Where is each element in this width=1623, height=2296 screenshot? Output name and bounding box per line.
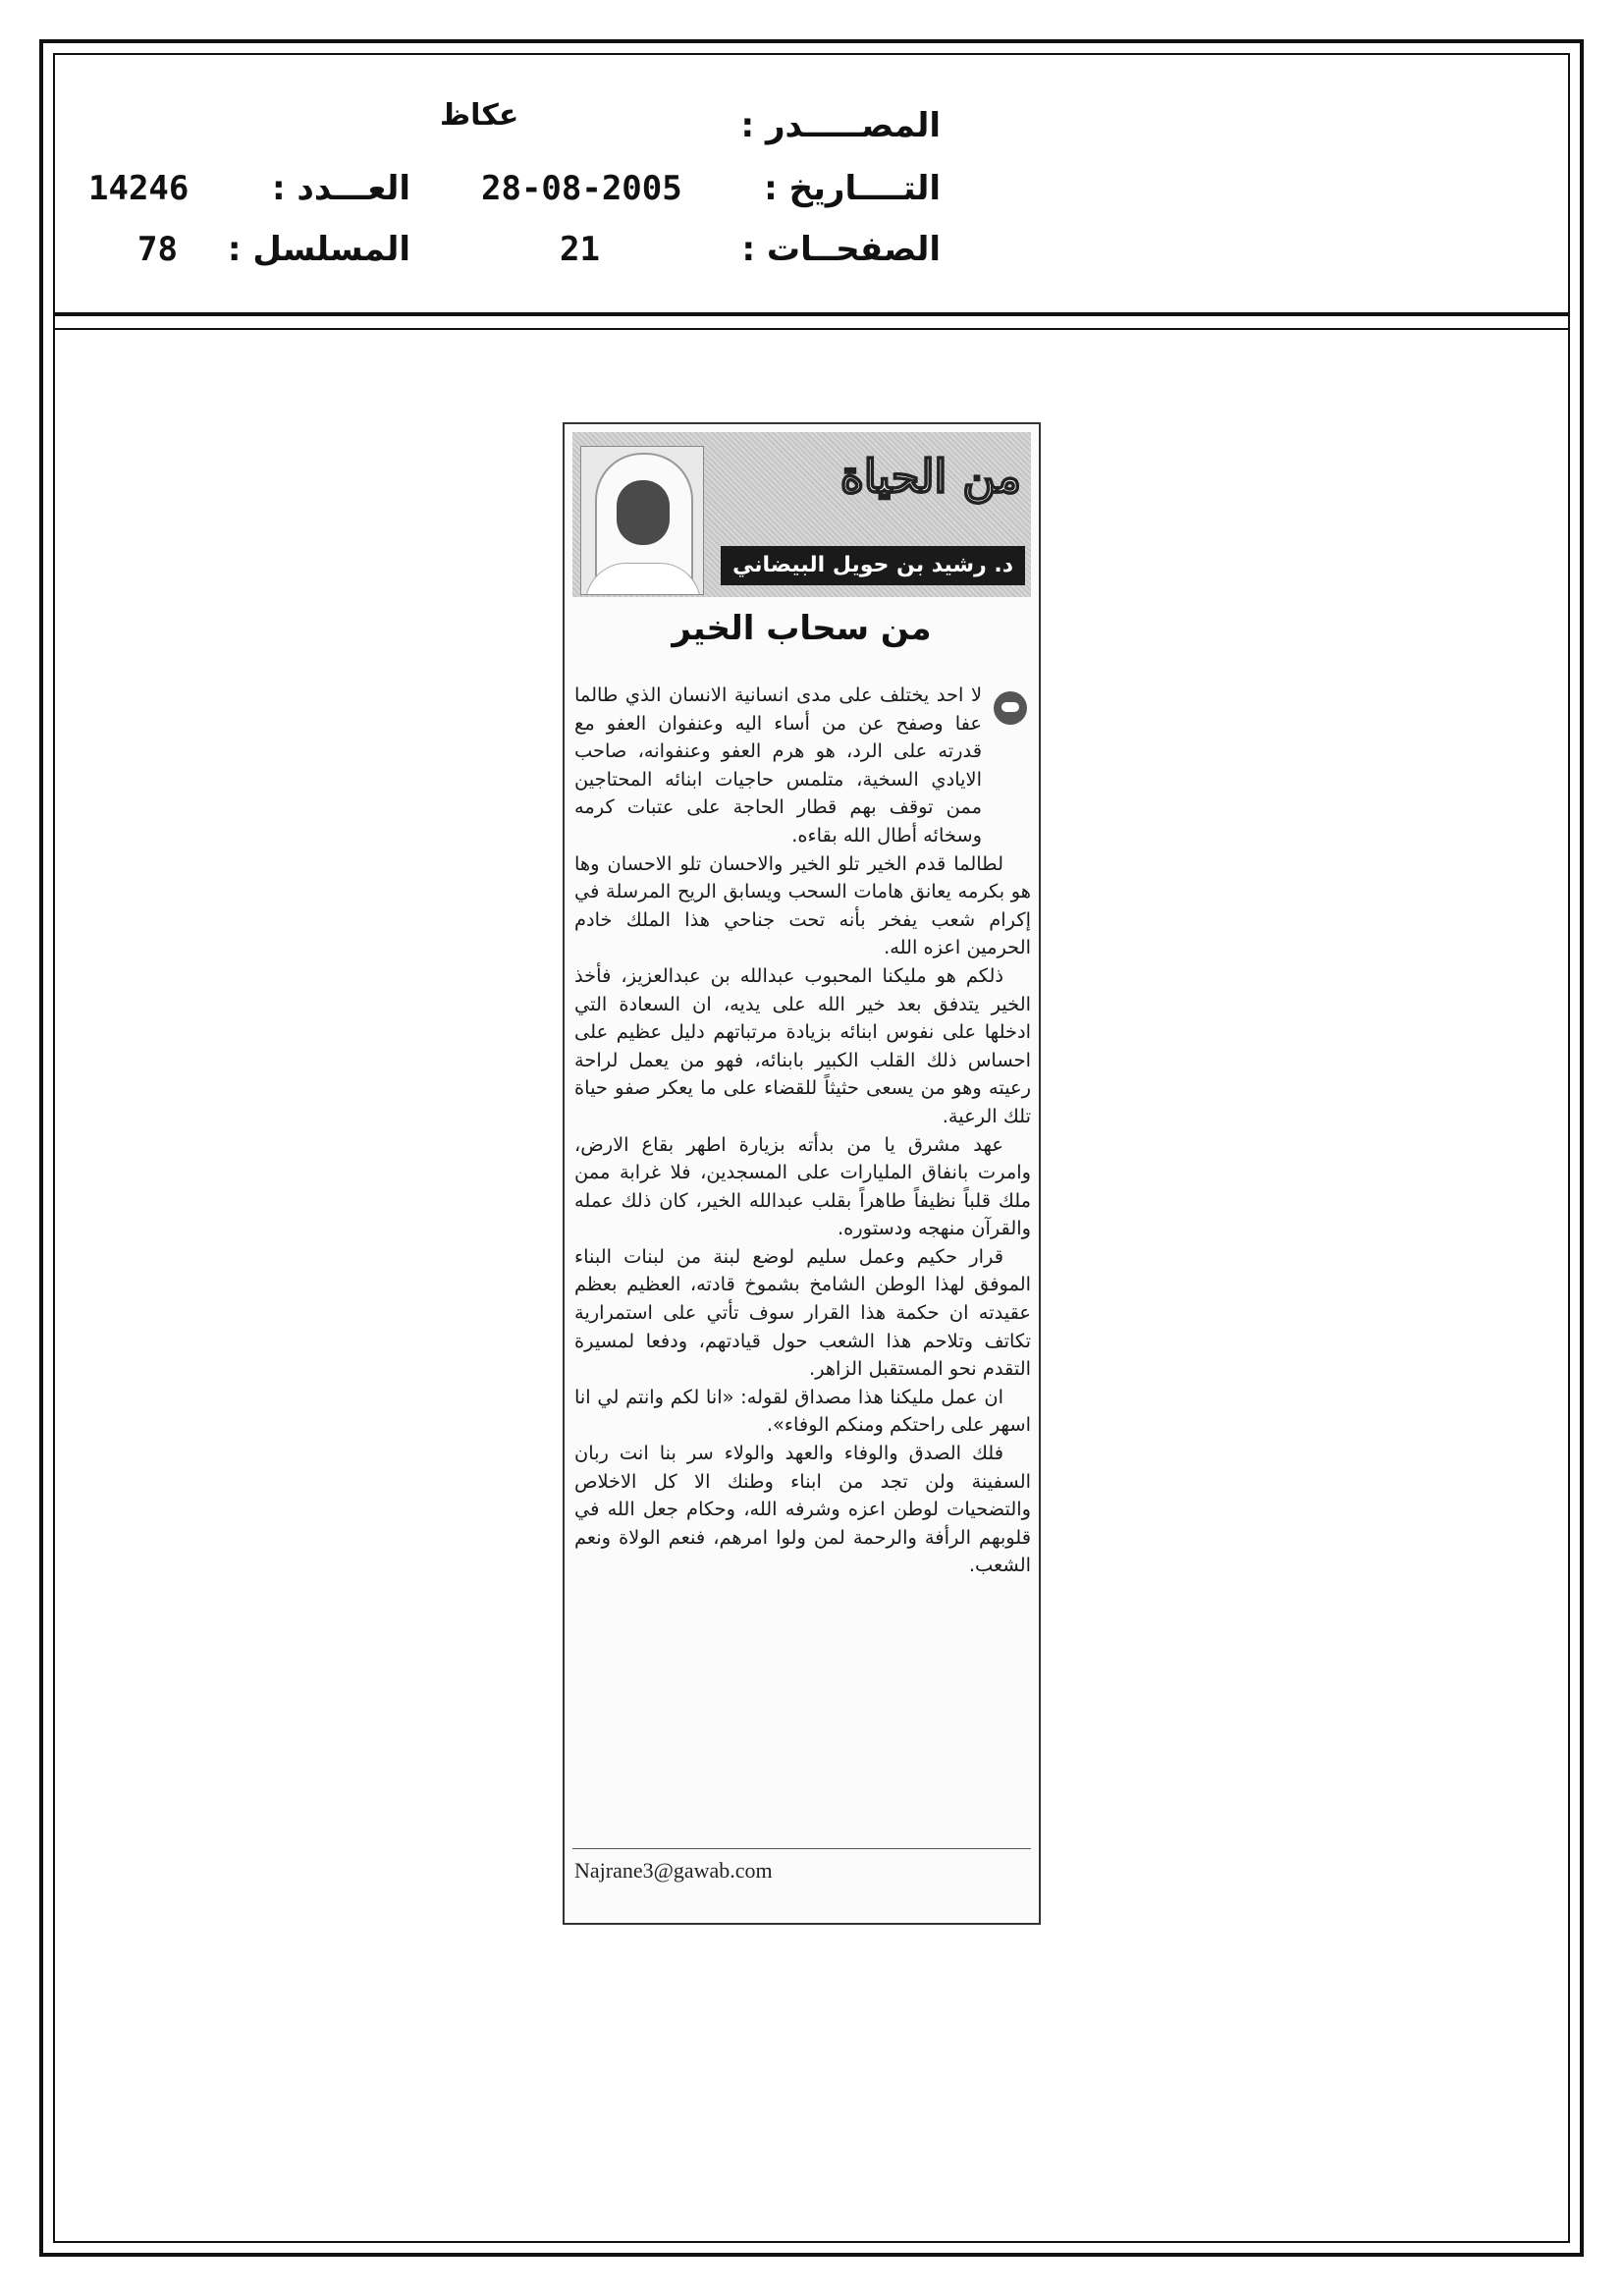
paragraph: لطالما قدم الخير تلو الخير والاحسان تلو الاحسان وها هو بكرمه يعانق هامات السحب ويسابق الريح المرسلة في إكرام شعب يفخر بأنه تحت جناحي هذا الملك خادم الحرمين اعزه الله.	[574, 851, 1031, 959]
paragraph: ان عمل مليكنا هذا مصداق لقوله: «انا لكم وانتم لي انا اسهر على راحتكم ومنكم الوفاء».	[574, 1385, 1031, 1437]
serial-value: 78	[137, 230, 178, 269]
article-headline: من سحاب الخير	[672, 609, 932, 648]
article-body	[574, 682, 1031, 1835]
issue-label: العـــدد :	[272, 169, 410, 208]
pages-value: 21	[560, 230, 600, 269]
column-header	[572, 432, 1031, 597]
header-divider-thin	[53, 328, 1570, 330]
paragraph: لا احد يختلف على مدى انسانية الانسان الذي طالما عفا وصفح عن من أساء اليه وعنفوان العفو مع قدرته على الرد، هو هرم العفو وعنفوانه، صاحب الايادي السخية، متلمس حاجيات ابنائه المحتاجين ممن توقف بهم قطار الحاجة على عتبات كرمه وسخائه أطال الله بقاءه.	[574, 683, 982, 847]
header-divider	[53, 312, 1570, 316]
issue-value: 14246	[88, 169, 189, 208]
column-title: من الحياة	[839, 450, 1021, 503]
paragraph: قرار حكيم وعمل سليم لوضع لبنة من لبنات البناء الموفق لهذا الوطن الشامخ بشموخ قادته، العظيم بعظم عقيدته ان حكمة هذا القرار سوف تأتي على استمرارية تكاتف وتلاحم هذا الشعب حول قيادتهم، ودفعا لمسيرة التقدم نحو المستقبل الزاهر.	[574, 1244, 1031, 1381]
author-byline: د. رشيد بن حويل البيضاني	[721, 546, 1025, 585]
date-value: 28-08-2005	[481, 169, 682, 208]
newspaper-clipping	[563, 422, 1041, 1925]
paragraph: فلك الصدق والوفاء والعهد والولاء سر بنا انت ربان السفينة ولن تجد من ابناء وطنك الا كل الاخلاص والتضحيات لوطن اعزه وشرفه الله، وحكام جعل الله في قلوبهم الرأفة والرحمة لمن ولوا امرهم، فنعم الولاة ونعم الشعب.	[574, 1442, 1031, 1577]
source-value: عكاظ	[440, 98, 519, 133]
date-label: التــــاريخ :	[764, 169, 941, 208]
source-label: المصـــــدر :	[740, 106, 941, 145]
pages-label: الصفحــات :	[741, 230, 941, 269]
paragraph: عهد مشرق يا من بدأته بزيارة اطهر بقاع الارض، وامرت بانفاق المليارات على المسجدين، فلا غرابة ممن ملك قلباً نظيفاً طاهراً بقلب عبدالله الخير، كان ذلك عمله والقرآن منهجه ودستوره.	[574, 1132, 1031, 1240]
author-photo	[580, 446, 704, 595]
paragraph: ذلكم هو مليكنا المحبوب عبدالله بن عبدالعزيز، فأخذ الخير يتدفق بعد خير الله على يديه، ان السعادة التي ادخلها على نفوس ابنائه بزيادة مرتباتهم دليل عظيم على احساس ذلك القلب الكبير بابنائه، فهو من يعمل لراحة رعيته وهو من يسعى حثيثاً للقضاء على ما يعكر صفو حياة تلك الرعية.	[574, 963, 1031, 1127]
serial-label: المسلسل :	[227, 230, 410, 269]
author-email: Najrane3@gawab.com	[574, 1858, 773, 1883]
email-divider	[572, 1848, 1031, 1849]
